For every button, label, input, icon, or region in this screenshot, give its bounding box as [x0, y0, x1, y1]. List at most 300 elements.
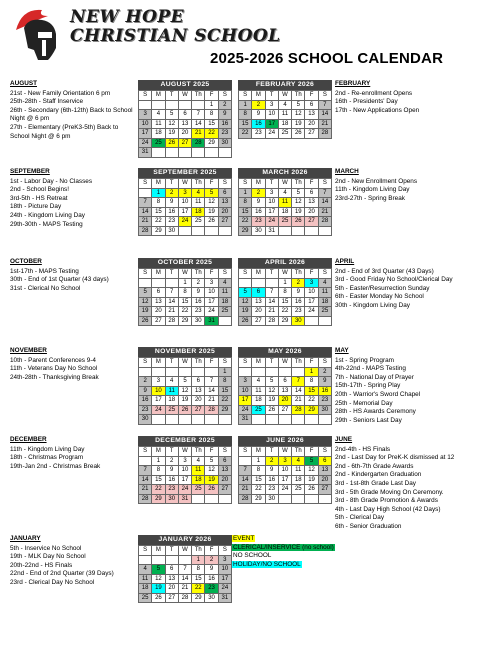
day-cell: 5	[292, 101, 305, 111]
empty-day-cell	[319, 317, 332, 327]
event-item: 1st - Labor Day - No Classes	[10, 177, 93, 185]
day-cell: 12	[179, 387, 192, 397]
day-cell: 11	[279, 110, 292, 120]
day-cell: 26	[292, 217, 305, 227]
day-cell: 2	[266, 457, 279, 467]
day-cell: 17	[179, 476, 192, 486]
day-cell: 23	[139, 406, 152, 416]
day-cell: 8	[179, 288, 192, 298]
day-cell: 22	[219, 396, 232, 406]
empty-day-cell	[192, 415, 205, 425]
day-cell: 7	[205, 377, 218, 387]
day-cell: 4	[279, 101, 292, 111]
event-item: 2nd - Re-enrollment Opens	[335, 89, 413, 97]
day-cell: 8	[152, 466, 165, 476]
day-cell: 22	[192, 584, 205, 594]
right-events	[335, 347, 495, 425]
empty-day-cell	[152, 148, 165, 158]
empty-day-cell	[279, 415, 292, 425]
event-item: 5th - Easter/Resurrection Sunday	[335, 284, 430, 292]
event-item: 11th - Kingdom Living Day	[10, 445, 85, 453]
day-cell: 27	[192, 406, 205, 416]
day-cell: 22	[239, 217, 252, 227]
day-cell: 20	[305, 120, 318, 130]
day-cell: 5	[152, 565, 165, 575]
left-events	[10, 258, 134, 293]
event-item: 18th - Picture Day	[10, 203, 62, 211]
weekday-header: S	[239, 269, 252, 279]
day-cell: 6	[305, 189, 318, 199]
day-cell: 25	[152, 139, 165, 149]
day-cell: 5	[166, 110, 179, 120]
day-cell: 9	[192, 288, 205, 298]
empty-day-cell	[252, 415, 265, 425]
empty-day-cell	[319, 495, 332, 505]
month-calendar-grid	[238, 178, 332, 236]
day-cell: 24	[179, 485, 192, 495]
empty-day-cell	[192, 368, 205, 378]
empty-day-cell	[266, 415, 279, 425]
weekday-header: T	[166, 269, 179, 279]
day-cell: 27	[219, 217, 232, 227]
day-cell: 26	[239, 317, 252, 327]
day-cell: 5	[179, 377, 192, 387]
left-events-heading: AUGUST	[10, 80, 37, 87]
day-cell: 20	[166, 584, 179, 594]
day-cell: 26	[166, 139, 179, 149]
school-name	[70, 8, 281, 46]
day-cell: 3	[305, 279, 318, 289]
empty-day-cell	[219, 317, 232, 327]
day-cell: 9	[252, 110, 265, 120]
day-cell: 11	[139, 575, 152, 585]
day-cell: 21	[239, 485, 252, 495]
legend-item	[232, 561, 335, 570]
day-cell: 11	[192, 198, 205, 208]
day-cell: 7	[166, 288, 179, 298]
day-cell: 21	[192, 129, 205, 139]
empty-day-cell	[292, 415, 305, 425]
day-cell: 16	[192, 298, 205, 308]
day-cell: 12	[139, 298, 152, 308]
day-cell: 16	[205, 575, 218, 585]
page-title: 2025-2026 SCHOOL CALENDAR	[210, 50, 444, 67]
event-item: 22nd - End of 2nd Quarter (39 Days)	[10, 570, 114, 578]
day-cell: 14	[139, 208, 152, 218]
day-cell: 5	[305, 457, 318, 467]
weekday-header: S	[139, 447, 152, 457]
weekday-header: M	[152, 269, 165, 279]
event-item: 26th - Secondary (6th-12th) Back to School Night @ 6 pm	[10, 106, 133, 123]
day-cell: 6	[179, 110, 192, 120]
day-cell: 2	[252, 101, 265, 111]
weekday-header: M	[252, 91, 265, 101]
day-cell: 13	[305, 110, 318, 120]
day-cell: 3	[239, 377, 252, 387]
month-calendar	[138, 168, 232, 236]
day-cell: 2	[192, 279, 205, 289]
day-cell: 28	[205, 406, 218, 416]
weekday-header: T	[166, 358, 179, 368]
day-cell: 25	[279, 217, 292, 227]
day-cell: 2	[219, 101, 232, 111]
day-cell: 3	[279, 457, 292, 467]
weekday-header: W	[179, 179, 192, 189]
event-item: 3rd - 8th Grade Promotion & Awards	[335, 497, 438, 505]
day-cell: 11	[319, 288, 332, 298]
right-events-heading: MARCH	[335, 168, 359, 175]
day-cell: 4	[152, 110, 165, 120]
day-cell: 11	[292, 466, 305, 476]
day-cell: 12	[239, 298, 252, 308]
day-cell: 8	[239, 198, 252, 208]
empty-day-cell	[252, 279, 265, 289]
day-cell: 23	[219, 129, 232, 139]
day-cell: 9	[252, 198, 265, 208]
day-cell: 15	[252, 476, 265, 486]
month-calendar-grid	[138, 357, 232, 425]
day-cell: 30	[319, 406, 332, 416]
day-cell: 15	[305, 387, 318, 397]
empty-day-cell	[205, 148, 218, 158]
day-cell: 22	[152, 485, 165, 495]
weekday-header: F	[205, 358, 218, 368]
month-calendar-title: JANUARY 2026	[138, 535, 232, 545]
day-cell: 21	[292, 396, 305, 406]
day-cell: 21	[319, 120, 332, 130]
event-item: 15th-17th - Spring Play	[335, 382, 401, 390]
day-cell: 7	[239, 466, 252, 476]
day-cell: 31	[219, 594, 232, 604]
day-cell: 15	[192, 575, 205, 585]
day-cell: 7	[192, 110, 205, 120]
month-calendar	[138, 347, 232, 425]
day-cell: 20	[192, 396, 205, 406]
empty-day-cell	[152, 415, 165, 425]
day-cell: 29	[252, 495, 265, 505]
day-cell: 17	[179, 208, 192, 218]
day-cell: 24	[205, 307, 218, 317]
day-cell: 12	[152, 575, 165, 585]
left-events	[10, 168, 134, 229]
event-item: 25th - Memorial Day	[335, 399, 393, 407]
day-cell: 1	[239, 101, 252, 111]
weekday-header: M	[252, 358, 265, 368]
month-calendar	[138, 535, 232, 603]
day-cell: 17	[266, 208, 279, 218]
day-cell: 21	[139, 217, 152, 227]
right-events	[335, 80, 495, 115]
left-events	[10, 535, 134, 588]
day-cell: 16	[292, 298, 305, 308]
empty-day-cell	[219, 227, 232, 237]
day-cell: 29	[152, 495, 165, 505]
day-cell: 4	[279, 189, 292, 199]
day-cell: 7	[139, 466, 152, 476]
day-cell: 1	[219, 368, 232, 378]
weekday-header: Th	[192, 179, 205, 189]
day-cell: 26	[139, 317, 152, 327]
empty-day-cell	[239, 279, 252, 289]
day-cell: 22	[252, 485, 265, 495]
day-cell: 28	[319, 217, 332, 227]
month-calendar-grid	[138, 446, 232, 504]
day-cell: 5	[205, 189, 218, 199]
weekday-header: W	[279, 447, 292, 457]
day-cell: 26	[205, 217, 218, 227]
day-cell: 5	[266, 377, 279, 387]
day-cell: 4	[319, 279, 332, 289]
empty-day-cell	[179, 227, 192, 237]
weekday-header: Th	[292, 358, 305, 368]
day-cell: 30	[192, 317, 205, 327]
weekday-header: W	[279, 269, 292, 279]
weekday-header: S	[139, 546, 152, 556]
day-cell: 26	[305, 485, 318, 495]
day-cell: 23	[205, 584, 218, 594]
warrior-helmet-logo	[8, 4, 68, 64]
weekday-header: M	[152, 179, 165, 189]
day-cell: 13	[192, 387, 205, 397]
day-cell: 9	[219, 110, 232, 120]
day-cell: 16	[266, 476, 279, 486]
weekday-header: T	[166, 179, 179, 189]
weekday-header: Th	[192, 358, 205, 368]
day-cell: 25	[252, 406, 265, 416]
weekday-header: T	[166, 546, 179, 556]
day-cell: 7	[319, 189, 332, 199]
empty-day-cell	[205, 415, 218, 425]
day-cell: 18	[192, 476, 205, 486]
weekday-header: S	[319, 447, 332, 457]
day-cell: 28	[192, 139, 205, 149]
day-cell: 9	[166, 198, 179, 208]
empty-day-cell	[152, 556, 165, 566]
left-events-heading: DECEMBER	[10, 436, 47, 443]
month-calendar-title: OCTOBER 2025	[138, 258, 232, 268]
day-cell: 30	[292, 317, 305, 327]
day-cell: 16	[252, 120, 265, 130]
left-events-heading: SEPTEMBER	[10, 168, 50, 175]
empty-day-cell	[192, 495, 205, 505]
empty-day-cell	[205, 368, 218, 378]
day-cell: 24	[239, 406, 252, 416]
legend-item	[232, 552, 335, 561]
day-cell: 16	[166, 476, 179, 486]
day-cell: 25	[319, 307, 332, 317]
day-cell: 19	[205, 476, 218, 486]
day-cell: 13	[279, 387, 292, 397]
month-calendar	[138, 436, 232, 504]
month-calendar	[138, 258, 232, 326]
event-item: 17th - New Applications Open	[335, 106, 420, 114]
empty-day-cell	[266, 368, 279, 378]
day-cell: 10	[205, 288, 218, 298]
weekday-header: Th	[292, 179, 305, 189]
empty-day-cell	[139, 457, 152, 467]
left-events	[10, 347, 134, 382]
day-cell: 27	[179, 139, 192, 149]
day-cell: 21	[205, 396, 218, 406]
day-cell: 18	[219, 298, 232, 308]
day-cell: 13	[319, 466, 332, 476]
day-cell: 6	[166, 565, 179, 575]
day-cell: 25	[139, 594, 152, 604]
day-cell: 4	[219, 279, 232, 289]
weekday-header: S	[139, 358, 152, 368]
day-cell: 26	[179, 406, 192, 416]
empty-day-cell	[319, 227, 332, 237]
day-cell: 16	[139, 396, 152, 406]
empty-day-cell	[292, 368, 305, 378]
day-cell: 1	[239, 189, 252, 199]
day-cell: 18	[152, 129, 165, 139]
day-cell: 14	[319, 110, 332, 120]
month-calendar-grid	[138, 545, 232, 603]
month-calendar-grid	[238, 90, 332, 139]
day-cell: 28	[139, 227, 152, 237]
day-cell: 21	[179, 584, 192, 594]
day-cell: 19	[152, 584, 165, 594]
day-cell: 2	[292, 279, 305, 289]
day-cell: 18	[252, 396, 265, 406]
day-cell: 10	[266, 110, 279, 120]
day-cell: 11	[279, 198, 292, 208]
day-cell: 8	[219, 377, 232, 387]
empty-day-cell	[139, 556, 152, 566]
day-cell: 29	[179, 317, 192, 327]
day-cell: 18	[166, 396, 179, 406]
day-cell: 20	[152, 307, 165, 317]
day-cell: 21	[139, 485, 152, 495]
day-cell: 13	[152, 298, 165, 308]
event-item: 20th - Warrior's Sword Chapel	[335, 390, 421, 398]
day-cell: 1	[179, 279, 192, 289]
empty-day-cell	[179, 148, 192, 158]
empty-day-cell	[219, 148, 232, 158]
weekday-header: M	[152, 447, 165, 457]
day-cell: 2	[166, 457, 179, 467]
day-cell: 19	[292, 208, 305, 218]
day-cell: 17	[305, 298, 318, 308]
empty-day-cell	[166, 148, 179, 158]
day-cell: 8	[279, 288, 292, 298]
day-cell: 23	[292, 307, 305, 317]
day-cell: 12	[205, 198, 218, 208]
weekday-header: S	[219, 546, 232, 556]
empty-day-cell	[166, 415, 179, 425]
day-cell: 6	[279, 377, 292, 387]
day-cell: 29	[305, 406, 318, 416]
day-cell: 13	[219, 466, 232, 476]
day-cell: 11	[252, 387, 265, 397]
day-cell: 8	[152, 198, 165, 208]
day-cell: 29	[152, 227, 165, 237]
month-calendar	[238, 258, 332, 326]
day-cell: 8	[192, 565, 205, 575]
day-cell: 17	[205, 298, 218, 308]
month-calendar	[238, 168, 332, 236]
event-item: 4th - Last Day High School (42 Days)	[335, 505, 441, 513]
empty-day-cell	[305, 415, 318, 425]
day-cell: 28	[266, 317, 279, 327]
day-cell: 23	[266, 485, 279, 495]
event-item: 18th - Christmas Program	[10, 454, 84, 462]
day-cell: 10	[279, 466, 292, 476]
day-cell: 22	[239, 129, 252, 139]
empty-day-cell	[205, 227, 218, 237]
school-name-line2: CHRISTIAN SCHOOL	[70, 26, 281, 46]
day-cell: 14	[205, 387, 218, 397]
legend-item	[232, 535, 335, 544]
day-cell: 27	[305, 217, 318, 227]
day-cell: 27	[305, 129, 318, 139]
day-cell: 25	[219, 307, 232, 317]
day-cell: 24	[152, 406, 165, 416]
empty-day-cell	[179, 415, 192, 425]
day-cell: 2	[166, 189, 179, 199]
day-cell: 13	[252, 298, 265, 308]
event-item: 6th - Senior Graduation	[335, 522, 402, 530]
day-cell: 3	[266, 189, 279, 199]
day-cell: 8	[239, 110, 252, 120]
day-cell: 14	[166, 298, 179, 308]
day-cell: 15	[239, 120, 252, 130]
empty-day-cell	[279, 227, 292, 237]
empty-day-cell	[139, 279, 152, 289]
day-cell: 20	[305, 208, 318, 218]
month-calendar-grid	[138, 90, 232, 158]
day-cell: 28	[319, 129, 332, 139]
day-cell: 17	[266, 120, 279, 130]
header	[0, 0, 500, 75]
day-cell: 30	[205, 594, 218, 604]
day-cell: 13	[166, 575, 179, 585]
empty-day-cell	[139, 189, 152, 199]
weekday-header: W	[179, 447, 192, 457]
event-item: 16th - Presidents' Day	[335, 98, 398, 106]
event-item: 28th - HS Awards Ceremony	[335, 408, 416, 416]
day-cell: 12	[166, 120, 179, 130]
day-cell: 27	[319, 485, 332, 495]
day-cell: 14	[239, 476, 252, 486]
weekday-header: S	[239, 91, 252, 101]
right-events	[335, 258, 495, 311]
legend-label: EVENT	[233, 535, 255, 542]
month-calendar-grid	[138, 178, 232, 236]
day-cell: 31	[139, 148, 152, 158]
day-cell: 19	[139, 307, 152, 317]
day-cell: 1	[152, 457, 165, 467]
day-cell: 5	[239, 288, 252, 298]
day-cell: 4	[139, 565, 152, 575]
day-cell: 25	[292, 485, 305, 495]
day-cell: 2	[139, 377, 152, 387]
left-events-heading: NOVEMBER	[10, 347, 47, 354]
day-cell: 16	[166, 208, 179, 218]
day-cell: 29	[239, 227, 252, 237]
day-cell: 21	[319, 208, 332, 218]
day-cell: 10	[219, 565, 232, 575]
right-events-heading: MAY	[335, 347, 349, 354]
weekday-header: T	[166, 91, 179, 101]
day-cell: 22	[179, 307, 192, 317]
day-cell: 15	[219, 387, 232, 397]
weekday-header: S	[219, 179, 232, 189]
day-cell: 20	[179, 129, 192, 139]
weekday-header: Th	[292, 269, 305, 279]
day-cell: 2	[319, 368, 332, 378]
